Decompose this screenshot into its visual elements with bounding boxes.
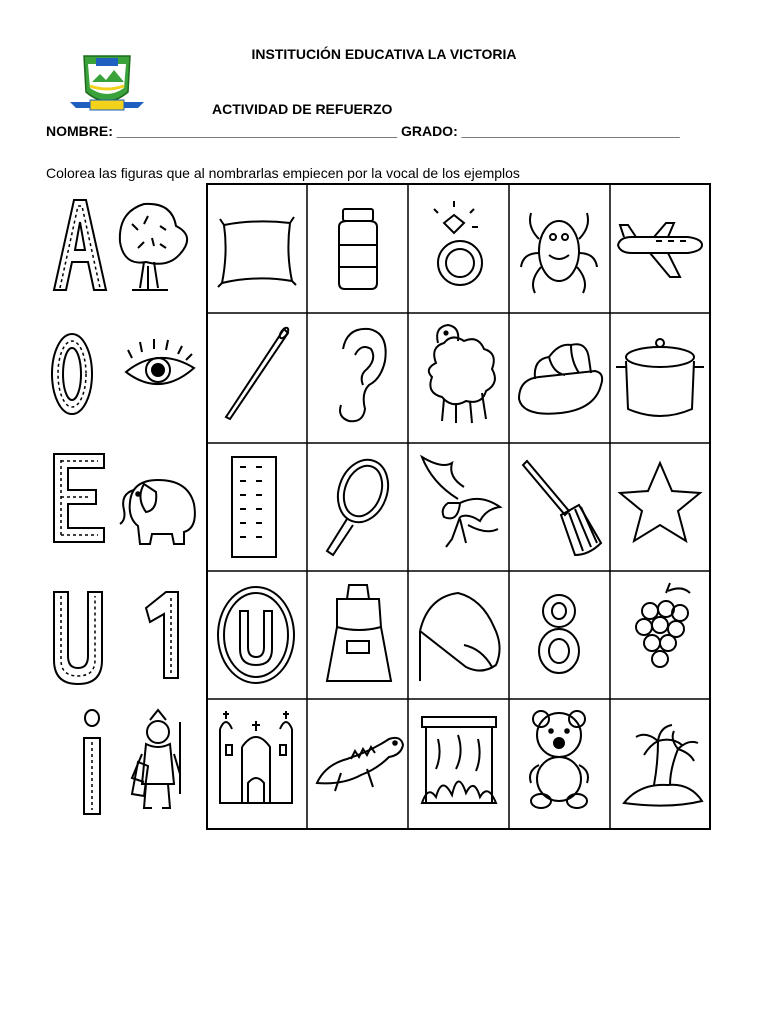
broom-icon: [523, 461, 601, 555]
grid-cell[interactable]: [220, 711, 292, 803]
fire-icon: [422, 717, 496, 803]
grid-cell[interactable]: [530, 711, 588, 808]
iguana-icon: [317, 738, 403, 791]
eye-icon: [126, 339, 194, 384]
letter-e-outline: [54, 454, 104, 542]
grid-cell[interactable]: [539, 595, 579, 673]
grapes-icon: [636, 583, 690, 667]
pot-icon: [616, 339, 704, 416]
grid-cell[interactable]: [616, 339, 704, 416]
grid-cell[interactable]: [624, 725, 702, 806]
apron-icon: [327, 585, 391, 681]
grid-cell[interactable]: [327, 453, 396, 555]
grid-cell[interactable]: [429, 325, 495, 423]
example-row: [52, 334, 194, 414]
letter-a-outline: [54, 200, 106, 290]
examples-column: [48, 192, 206, 842]
ear-icon: [340, 329, 386, 421]
example-row: [54, 200, 187, 290]
activity-title: ACTIVIDAD DE REFUERZO: [212, 101, 393, 117]
star-icon: [620, 463, 700, 541]
grid-cell[interactable]: [232, 457, 276, 557]
ring-icon: [434, 201, 482, 285]
sandal-icon: [519, 344, 602, 413]
grid-cell[interactable]: [218, 587, 294, 683]
grid-cell[interactable]: [339, 209, 377, 289]
grid-cell[interactable]: [519, 344, 602, 413]
grid-cell[interactable]: [422, 457, 500, 547]
island-icon: [624, 725, 702, 806]
indigenous-child-icon: [132, 710, 180, 808]
school-logo: [68, 52, 146, 116]
name-grade-line: NOMBRE: ____________________________________ GRADO: ____________________________: [46, 123, 680, 139]
grid-cell[interactable]: [327, 585, 391, 681]
building-icon: [232, 457, 276, 557]
airplane-icon: [618, 223, 702, 277]
letter-u-icon: [218, 587, 294, 683]
sheep-icon: [429, 325, 495, 423]
grid-cell[interactable]: [620, 463, 700, 541]
elephant-icon: [120, 480, 195, 544]
instructions-text: Colorea las figuras que al nombrarlas empiecen por la vocal de los ejemplos: [46, 165, 520, 181]
number-eight-icon: [539, 595, 579, 673]
picture-grid: [206, 183, 711, 830]
number-one-icon: [146, 592, 178, 678]
grid-cell[interactable]: [618, 223, 702, 277]
pillow-icon: [218, 217, 296, 287]
grid-cell[interactable]: [422, 717, 496, 803]
grid-cell[interactable]: [317, 738, 403, 791]
example-row: [84, 710, 180, 814]
letter-i-outline: [84, 710, 100, 814]
fingernail-icon: [420, 593, 500, 681]
grid-cell[interactable]: [340, 329, 386, 421]
spider-icon: [521, 213, 597, 293]
tree-icon: [120, 204, 187, 290]
grid-cell[interactable]: [420, 593, 500, 681]
grid-cell[interactable]: [523, 461, 601, 555]
institution-title: INSTITUCIÓN EDUCATIVA LA VICTORIA: [251, 46, 517, 62]
grid-border: [207, 184, 710, 829]
grid-cell[interactable]: [434, 201, 482, 285]
jar-icon: [339, 209, 377, 289]
example-row: [54, 454, 195, 544]
needle-icon: [226, 326, 290, 419]
grid-cell[interactable]: [521, 213, 597, 293]
letter-o-outline: [52, 334, 92, 414]
example-row: [54, 592, 178, 684]
eagle-icon: [422, 457, 500, 547]
grid-cell[interactable]: [226, 326, 290, 419]
grid-cell[interactable]: [636, 583, 690, 667]
letter-u-outline: [54, 592, 102, 684]
church-icon: [220, 711, 292, 803]
grid-cell[interactable]: [218, 217, 296, 287]
mirror-icon: [327, 453, 396, 555]
teddy-bear-icon: [530, 711, 588, 808]
